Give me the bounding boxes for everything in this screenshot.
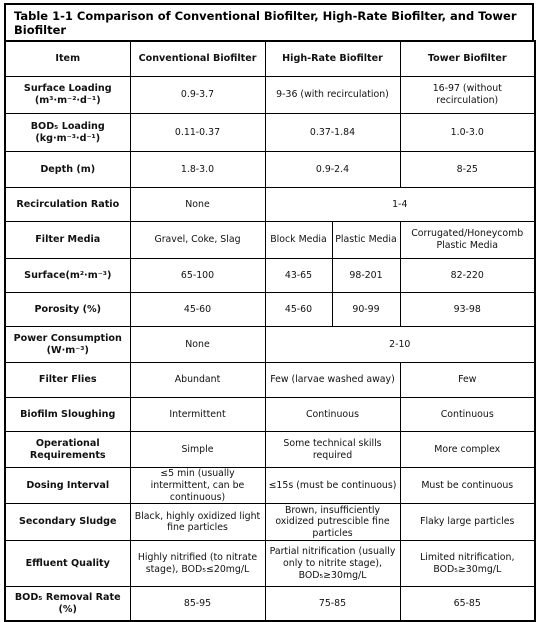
cell-conventional: Simple: [130, 432, 265, 468]
cell-high-rate: Some technical skills required: [265, 432, 400, 468]
row-label: Recirculation Ratio: [5, 188, 130, 222]
row-label: Biofilm Sloughing: [5, 398, 130, 432]
table-row: [5, 188, 535, 222]
header-row: [5, 41, 535, 77]
cell-conventional: 0.11-0.37: [130, 114, 265, 152]
cell-high-rate: 0.9-2.4: [265, 152, 400, 188]
cell-tower: Must be continuous: [400, 468, 535, 504]
cell-tower: Flaky large particles: [400, 504, 535, 541]
table-row: [5, 114, 535, 152]
cell-tower: Corrugated/Honeycomb Plastic Media: [400, 222, 535, 259]
header-tower: Tower Biofilter: [400, 41, 535, 77]
row-label: Effluent Quality: [5, 541, 130, 587]
table-row: [5, 468, 535, 504]
cell-conventional: 0.9-3.7: [130, 77, 265, 114]
table-row: [5, 327, 535, 363]
cell-high-rate-tower: 2-10: [265, 327, 535, 363]
comparison-table-container: [4, 3, 534, 615]
table-title: Table 1-1 Comparison of Conventional Biofilter, High-Rate Biofilter, and Tower Biofilter: [4, 3, 534, 40]
cell-conventional: 65-100: [130, 259, 265, 293]
cell-tower: 16-97 (without recirculation): [400, 77, 535, 114]
cell-conventional: Abundant: [130, 363, 265, 398]
cell-conventional: Black, highly oxidized light fine particles: [130, 504, 265, 541]
cell-high-rate: Partial nitrification (usually only to nitrite stage), BOD₅≥30mg/L: [265, 541, 400, 587]
row-label: Filter Flies: [5, 363, 130, 398]
row-label: Depth (m): [5, 152, 130, 188]
table-row: [5, 504, 535, 541]
table-row: [5, 259, 535, 293]
row-label: Operational Requirements: [5, 432, 130, 468]
row-label: Power Consumption (W·m⁻³): [5, 327, 130, 363]
table-row: [5, 152, 535, 188]
row-label: BOD₅ Loading (kg·m⁻³·d⁻¹): [5, 114, 130, 152]
cell-conventional: Intermittent: [130, 398, 265, 432]
row-label: Filter Media: [5, 222, 130, 259]
header-high-rate: High-Rate Biofilter: [265, 41, 400, 77]
cell-conventional: 45-60: [130, 293, 265, 327]
cell-conventional: None: [130, 188, 265, 222]
cell-high-rate: Continuous: [265, 398, 400, 432]
table-row: [5, 222, 535, 259]
header-conventional: Conventional Biofilter: [130, 41, 265, 77]
cell-high-rate-block: 43-65: [265, 259, 332, 293]
cell-tower: Few: [400, 363, 535, 398]
cell-tower: Limited nitrification, BOD₅≥30mg/L: [400, 541, 535, 587]
cell-high-rate: 0.37-1.84: [265, 114, 400, 152]
cell-tower: 65-85: [400, 587, 535, 621]
cell-high-rate: 75-85: [265, 587, 400, 621]
table-row: [5, 587, 535, 621]
table-row: [5, 293, 535, 327]
cell-tower: More complex: [400, 432, 535, 468]
table-row: [5, 432, 535, 468]
cell-high-rate-plastic: 98-201: [332, 259, 400, 293]
cell-high-rate: Few (larvae washed away): [265, 363, 400, 398]
cell-high-rate: 9-36 (with recirculation): [265, 77, 400, 114]
row-label: Dosing Interval: [5, 468, 130, 504]
header-item: Item: [5, 41, 130, 77]
cell-conventional: ≤5 min (usually intermittent, can be continuous): [130, 468, 265, 504]
cell-conventional: 85-95: [130, 587, 265, 621]
cell-high-rate-block: 45-60: [265, 293, 332, 327]
row-label: Surface(m²·m⁻³): [5, 259, 130, 293]
table-row: [5, 541, 535, 587]
cell-tower: 93-98: [400, 293, 535, 327]
cell-high-rate-plastic: 90-99: [332, 293, 400, 327]
cell-tower: 82-220: [400, 259, 535, 293]
cell-conventional: 1.8-3.0: [130, 152, 265, 188]
table-row: [5, 398, 535, 432]
row-label: Porosity (%): [5, 293, 130, 327]
comparison-table: [4, 40, 536, 622]
table-row: [5, 77, 535, 114]
cell-high-rate: Brown, insufficiently oxidized putrescible fine particles: [265, 504, 400, 541]
cell-tower: 1.0-3.0: [400, 114, 535, 152]
cell-conventional: Gravel, Coke, Slag: [130, 222, 265, 259]
row-label: Surface Loading (m³·m⁻²·d⁻¹): [5, 77, 130, 114]
cell-high-rate-plastic: Plastic Media: [332, 222, 400, 259]
cell-tower: 8-25: [400, 152, 535, 188]
row-label: Secondary Sludge: [5, 504, 130, 541]
cell-tower: Continuous: [400, 398, 535, 432]
cell-high-rate: ≤15s (must be continuous): [265, 468, 400, 504]
cell-conventional: None: [130, 327, 265, 363]
table-row: [5, 363, 535, 398]
cell-high-rate-block: Block Media: [265, 222, 332, 259]
row-label: BOD₅ Removal Rate (%): [5, 587, 130, 621]
cell-high-rate-tower: 1-4: [265, 188, 535, 222]
cell-conventional: Highly nitrified (to nitrate stage), BOD₅≤20mg/L: [130, 541, 265, 587]
